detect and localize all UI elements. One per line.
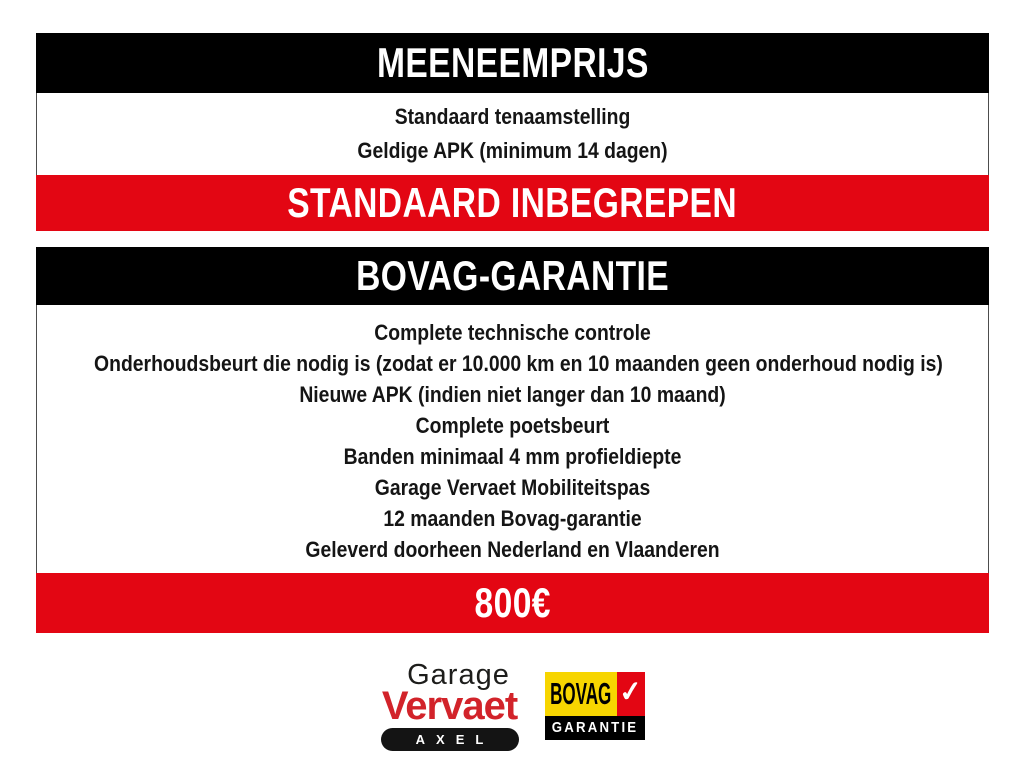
meeneemprijs-title: MEENEEMPRIJS: [376, 39, 649, 86]
list-item: Complete poetsbeurt: [415, 413, 610, 438]
list-item: Geleverd doorheen Nederland en Vlaanderen: [305, 537, 720, 562]
bovag-logo-wordmark: BOVAG: [549, 675, 612, 711]
bovag-logo-garantie-label: GARANTIE: [552, 719, 639, 736]
list-item: Garage Vervaet Mobiliteitspas: [374, 475, 651, 500]
list-item: 12 maanden Bovag-garantie: [383, 506, 642, 531]
bovag-garantie-title: BOVAG-GARANTIE: [356, 252, 669, 299]
price-poster: [36, 33, 989, 751]
meeneemprijs-section: [36, 33, 989, 231]
axel-badge: AXEL: [381, 728, 519, 751]
list-item: Banden minimaal 4 mm profieldiepte: [343, 444, 682, 469]
section-gap: [36, 231, 989, 247]
meeneemprijs-header: [36, 33, 989, 93]
standaard-inbegrepen-banner: [36, 175, 989, 231]
garage-vervaet-logo-word2: Vervaet: [381, 684, 518, 728]
bovag-logo-bottom-bar: [545, 716, 645, 740]
garage-vervaet-logo-word1: Garage: [407, 659, 510, 691]
footer-logos: [36, 660, 989, 751]
bovag-logo-red-panel: [617, 672, 645, 716]
list-item: Onderhoudsbeurt die nodig is (zodat er 10.000 km en 10 maanden geen onderhoud nodig is): [94, 351, 943, 376]
price-label: 800€: [474, 579, 551, 626]
bovag-garantie-header: [36, 247, 989, 305]
bovag-logo-top: [545, 672, 645, 716]
list-item: Geldige APK (minimum 14 dagen): [357, 138, 668, 163]
bovag-garantie-logo: [545, 672, 645, 740]
list-item: Standaard tenaamstelling: [394, 104, 631, 129]
checkmark-icon: ✓: [617, 674, 644, 709]
garage-vervaet-logo: [381, 660, 519, 751]
list-item: Nieuwe APK (indien niet langer dan 10 maand): [299, 382, 726, 407]
bovag-garantie-section: [36, 247, 989, 633]
meeneemprijs-body: [36, 93, 989, 175]
bovag-garantie-body: [36, 305, 989, 573]
price-banner: [36, 573, 989, 633]
list-item: Complete technische controle: [374, 320, 651, 345]
standaard-inbegrepen-label: STANDAARD INBEGREPEN: [287, 179, 738, 226]
bovag-logo-yellow-panel: [545, 672, 617, 716]
